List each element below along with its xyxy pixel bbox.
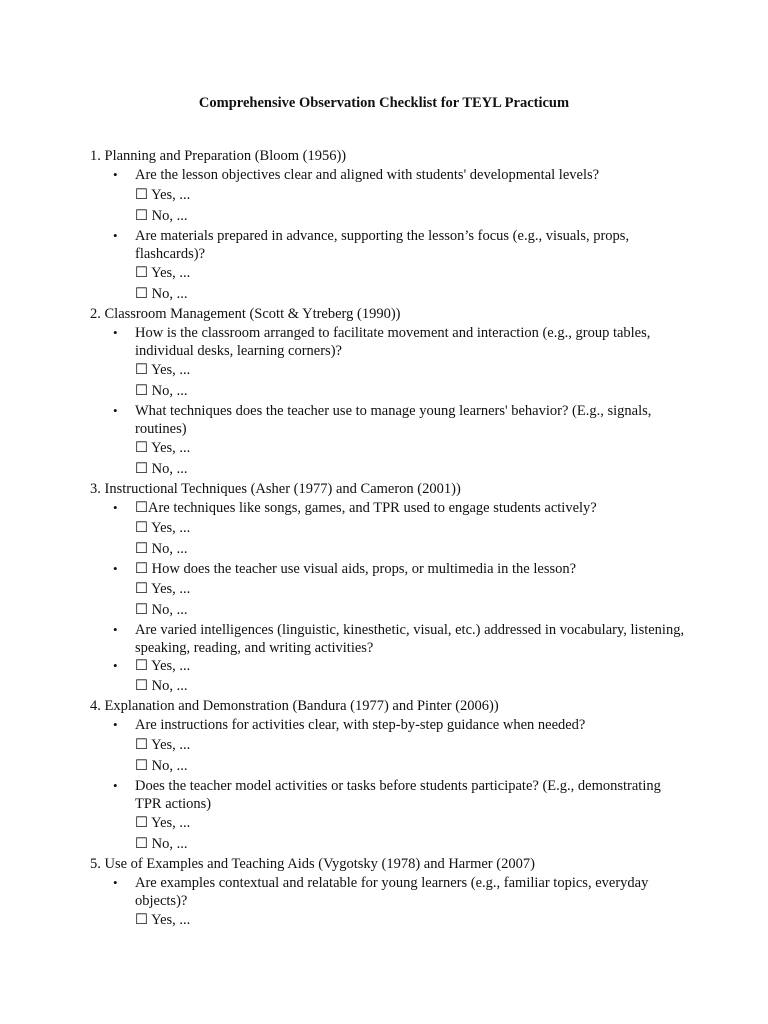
checklist-question: • Are examples contextual and relatable for young learners (e.g., familiar topics, everyday objects)?	[90, 874, 690, 910]
checkbox-option[interactable]: ☐ No, ...	[135, 461, 188, 477]
checkbox-option[interactable]: ☐ Yes, ...	[135, 581, 191, 597]
checkbox-option[interactable]: ☐ Yes, ...	[135, 362, 191, 378]
checkbox-option[interactable]: ☐ Yes, ...	[135, 520, 191, 536]
section-heading: 3. Instructional Techniques (Asher (1977) and Cameron (2001))	[90, 481, 461, 497]
checklist-section	[90, 480, 690, 697]
checkbox-option[interactable]: ☐ No, ...	[135, 602, 188, 618]
checkbox-option[interactable]: ☐ No, ...	[135, 758, 188, 774]
checklist-section	[90, 697, 690, 855]
checklist-question: • ☐Are techniques like songs, games, and TPR used to engage students actively?	[90, 499, 690, 518]
checklist-body	[90, 147, 690, 931]
checkbox-option[interactable]: ☐ Yes, ...	[135, 187, 191, 203]
checklist-section	[90, 147, 690, 305]
checkbox-option[interactable]: ☐ No, ...	[135, 836, 188, 852]
checkbox-option[interactable]: ☐ No, ...	[135, 286, 188, 302]
checkbox-option[interactable]: ☐ Yes, ...	[135, 265, 191, 281]
checkbox-option[interactable]: ☐ No, ...	[135, 678, 188, 694]
checklist-question: • How is the classroom arranged to facilitate movement and interaction (e.g., group tables, individual desks, learning corners)?	[90, 324, 690, 360]
checklist-question: • ☐ How does the teacher use visual aids, props, or multimedia in the lesson?	[90, 560, 690, 579]
checklist-question: • Are the lesson objectives clear and aligned with students' developmental levels?	[90, 166, 690, 185]
checklist-section	[90, 305, 690, 480]
checkbox-option[interactable]: ☐ Yes, ...	[135, 912, 191, 928]
checklist-question: • Are instructions for activities clear, with step-by-step guidance when needed?	[90, 716, 690, 735]
checkbox-option[interactable]: ☐ No, ...	[135, 541, 188, 557]
section-heading: 4. Explanation and Demonstration (Bandura (1977) and Pinter (2006))	[90, 698, 499, 714]
section-heading: 2. Classroom Management (Scott & Ytreberg (1990))	[90, 306, 401, 322]
checklist-question: • Does the teacher model activities or tasks before students participate? (E.g., demonstrating TPR actions)	[90, 777, 690, 813]
checklist-question: • Are materials prepared in advance, supporting the lesson’s focus (e.g., visuals, props, flashcards)?	[90, 227, 690, 263]
checkbox-option[interactable]: ☐ Yes, ...	[135, 737, 191, 753]
checklist-section	[90, 855, 690, 931]
page-title: Comprehensive Observation Checklist for TEYL Practicum	[198, 95, 570, 111]
section-heading: 5. Use of Examples and Teaching Aids (Vygotsky (1978) and Harmer (2007)	[90, 856, 535, 872]
checklist-question: • What techniques does the teacher use to manage young learners' behavior? (E.g., signals, routines)	[90, 402, 690, 438]
section-heading: 1. Planning and Preparation (Bloom (1956))	[90, 148, 347, 164]
checklist-question: • ☐ Yes, ...	[90, 657, 690, 676]
checklist-question: • Are varied intelligences (linguistic, kinesthetic, visual, etc.) addressed in vocabulary, listening, speaking, reading, and writing activities?	[90, 621, 690, 657]
checkbox-option[interactable]: ☐ Yes, ...	[135, 815, 191, 831]
checkbox-option[interactable]: ☐ No, ...	[135, 383, 188, 399]
checkbox-option[interactable]: ☐ No, ...	[135, 208, 188, 224]
checkbox-option[interactable]: ☐ Yes, ...	[135, 440, 191, 456]
